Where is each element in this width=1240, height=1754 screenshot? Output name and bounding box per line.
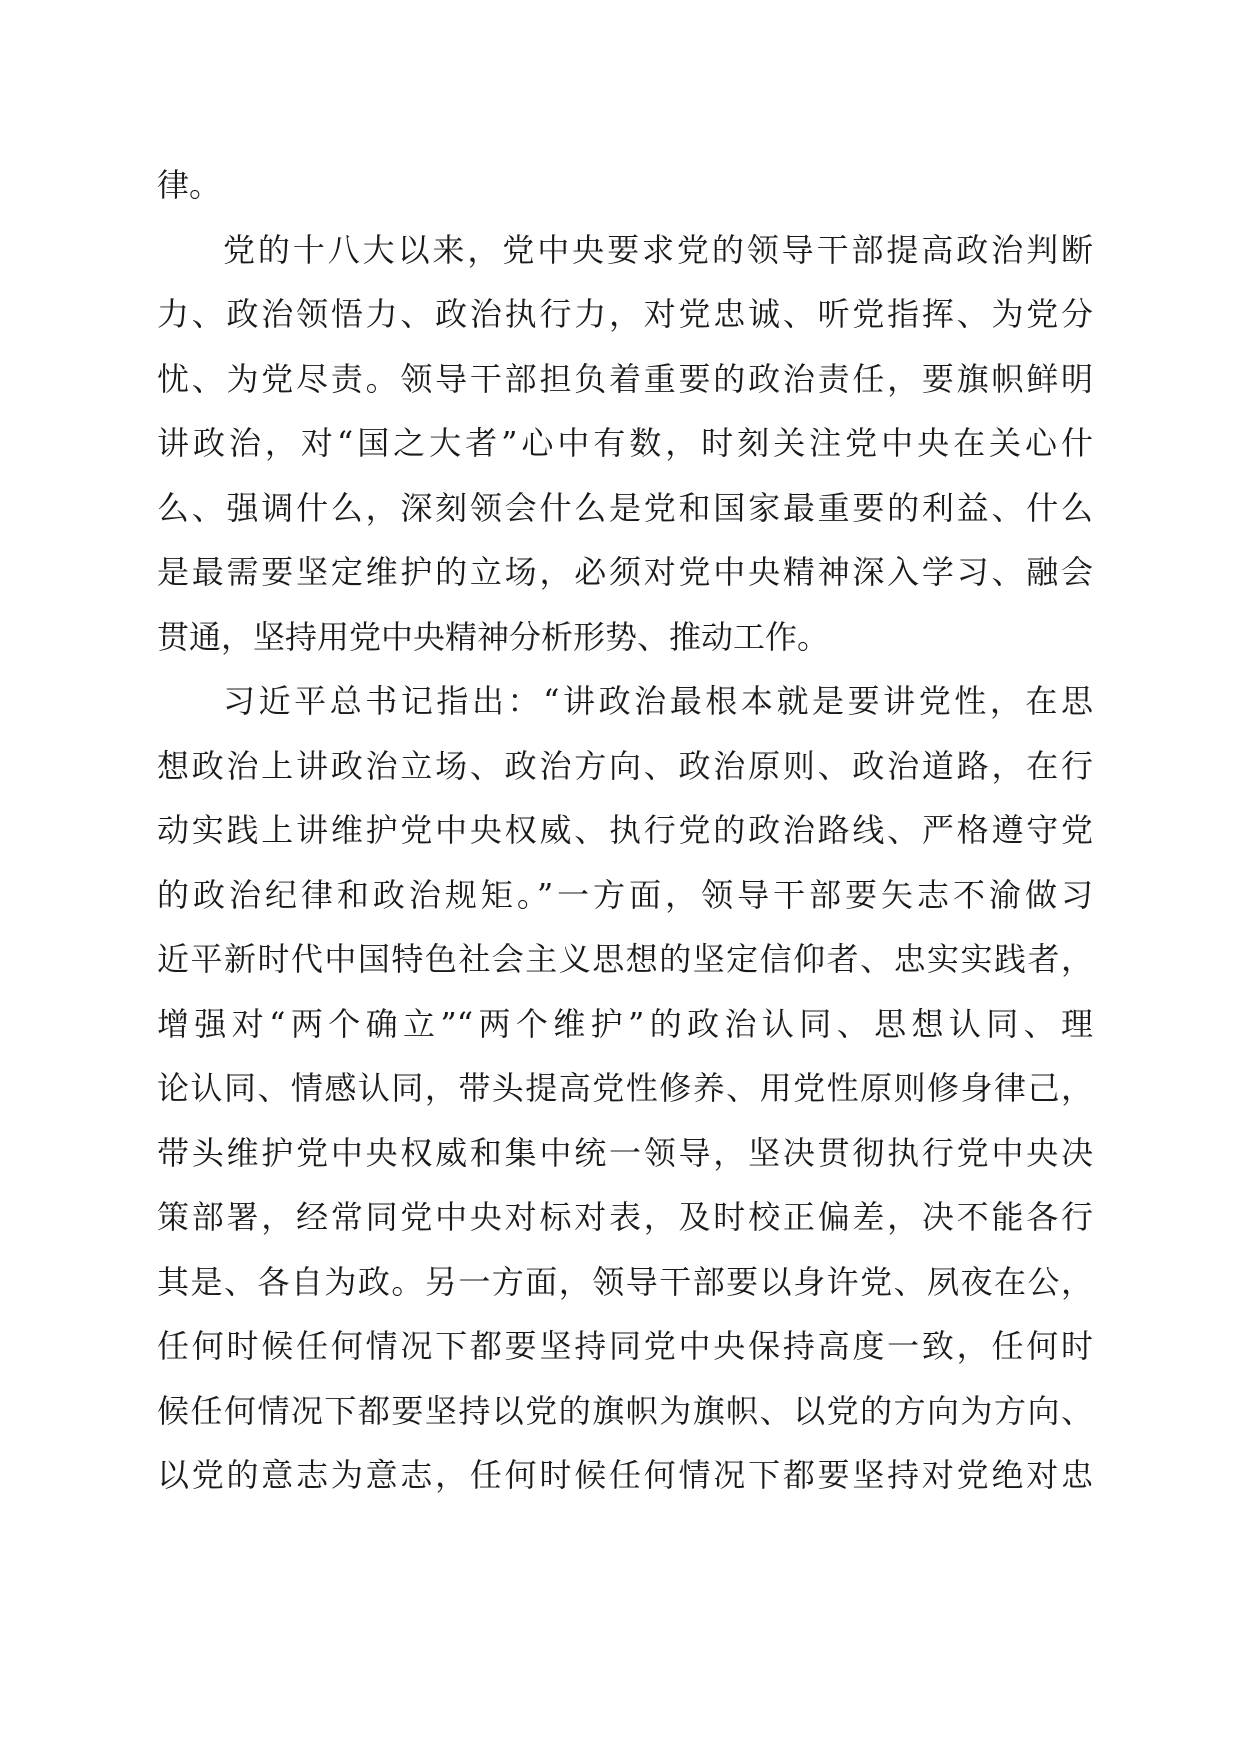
text-line: 策部署，经常同党中央对标对表，及时校正偏差，决不能各行 <box>157 1198 1093 1236</box>
paragraph-3 <box>157 669 1093 1508</box>
text-line: 习近平总书记指出：“讲政治最根本就是要讲党性，在思 <box>223 682 1093 720</box>
text-line: 增强对“两个确立”“两个维护”的政治认同、思想认同、理 <box>157 1004 1093 1043</box>
text-line: 的政治纪律和政治规矩。”一方面，领导干部要矢志不渝做习 <box>157 875 1093 914</box>
text-line: 论认同、情感认同，带头提高党性修养、用党性原则修身律己， <box>157 1069 1093 1107</box>
text-line: 忧、为党尽责。领导干部担负着重要的政治责任，要旗帜鲜明 <box>157 359 1093 398</box>
text-line: 以党的意志为意志，任何时候任何情况下都要坚持对党绝对忠 <box>157 1456 1093 1494</box>
text-line: 任何时候任何情况下都要坚持同党中央保持高度一致，任何时 <box>157 1327 1093 1365</box>
text-line: 近平新时代中国特色社会主义思想的坚定信仰者、忠实实践者， <box>157 940 1093 978</box>
text-line: 候任何情况下都要坚持以党的旗帜为旗帜、以党的方向为方向、 <box>157 1391 1093 1430</box>
paragraph-2 <box>157 218 1093 670</box>
text-line: 力、政治领悟力、政治执行力，对党忠诚、听党指挥、为党分 <box>157 295 1093 333</box>
text-line: 讲政治，对“国之大者”心中有数，时刻关注党中央在关心什 <box>157 424 1093 462</box>
text-line: 其是、各自为政。另一方面，领导干部要以身许党、夙夜在公， <box>157 1262 1093 1301</box>
text-line: 律。 <box>157 166 222 204</box>
text-line: 是最需要坚定维护的立场，必须对党中央精神深入学习、融会 <box>157 553 1093 591</box>
text-line: 么、强调什么，深刻领会什么是党和国家最重要的利益、什么 <box>157 488 1093 527</box>
paragraph-1 <box>157 153 1093 218</box>
text-line: 动实践上讲维护党中央权威、执行党的政治路线、严格遵守党 <box>157 811 1093 849</box>
text-line: 贯通，坚持用党中央精神分析形势、推动工作。 <box>157 617 830 656</box>
document-body <box>157 153 1093 1508</box>
text-line: 带头维护党中央权威和集中统一领导，坚决贯彻执行党中央决 <box>157 1133 1093 1172</box>
text-line: 党的十八大以来，党中央要求党的领导干部提高政治判断 <box>223 230 1093 269</box>
text-line: 想政治上讲政治立场、政治方向、政治原则、政治道路，在行 <box>157 746 1093 785</box>
